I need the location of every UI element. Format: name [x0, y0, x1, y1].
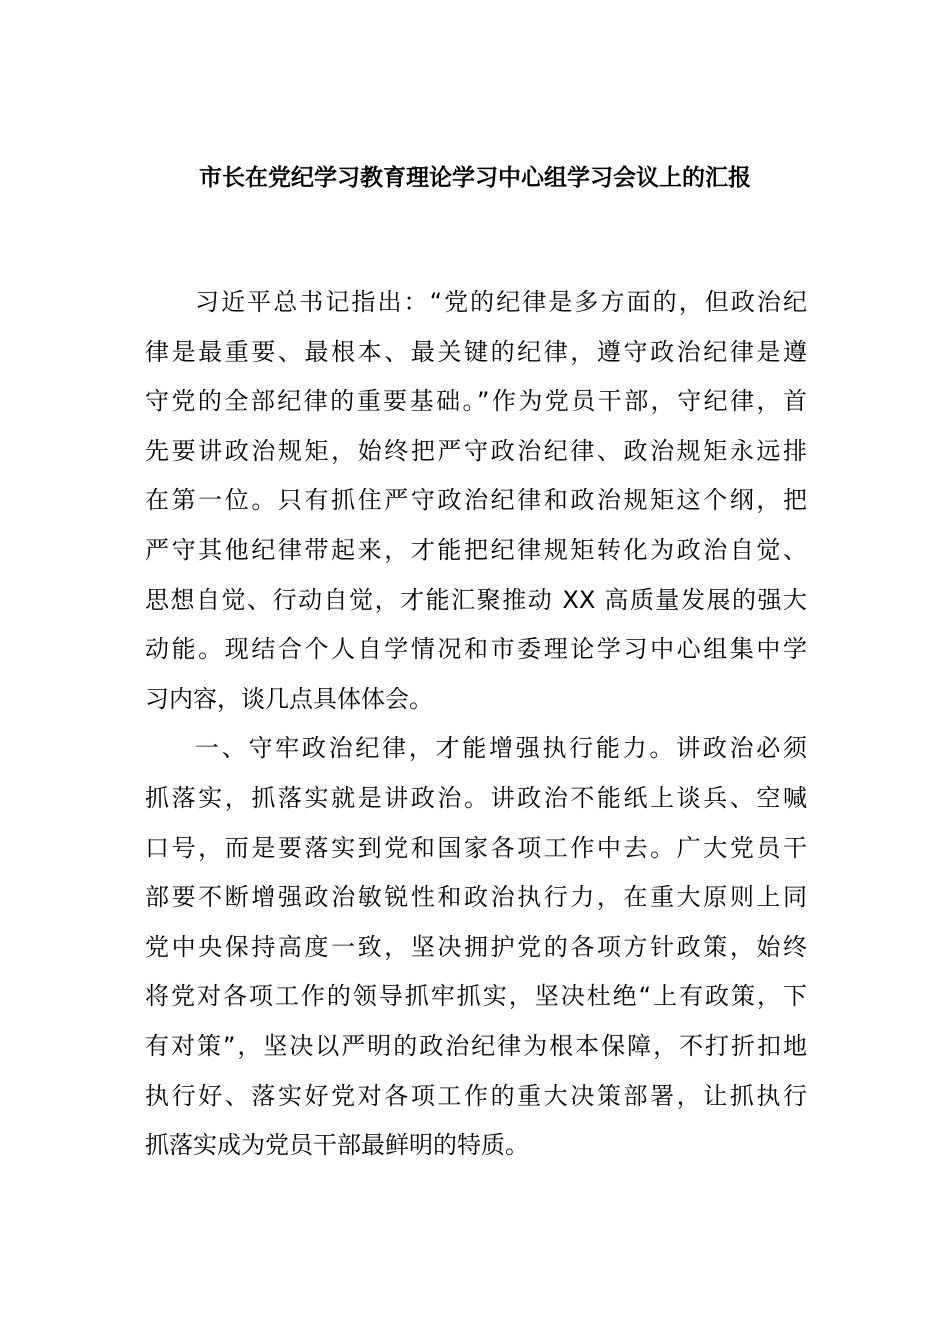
text-line: 律是最重要、最根本、最关键的纪律，遵守政治纪律是遵 — [145, 337, 807, 366]
document-body — [145, 278, 807, 1171]
text-line: 将党对各项工作的领导抓牢抓实，坚决杜绝“上有政策，下 — [145, 982, 807, 1011]
text-line: 一、守牢政治纪律，才能增强执行能力。讲政治必须 — [195, 734, 807, 763]
text-line: 部要不断增强政治敏锐性和政治执行力，在重大原则上同 — [145, 883, 807, 912]
text-line: 动能。现结合个人自学情况和市委理论学习中心组集中学 — [145, 635, 807, 664]
document-title: 市长在党纪学习教育理论学习中心组学习会议上的汇报 — [199, 165, 751, 191]
text-line: 抓落实成为党员干部最鲜明的特质。 — [145, 1131, 529, 1160]
text-line: 抓落实，抓落实就是讲政治。讲政治不能纸上谈兵、空喊 — [145, 783, 807, 812]
text-line: 口号，而是要落实到党和国家各项工作中去。广大党员干 — [145, 833, 807, 862]
text-line: 执行好、落实好党对各项工作的重大决策部署，让抓执行 — [145, 1081, 807, 1110]
paragraph-2 — [145, 724, 807, 1170]
paragraph-1 — [145, 278, 807, 724]
text-line: 先要讲政治规矩，始终把严守政治纪律、政治规矩永远排 — [145, 436, 807, 465]
text-line: 严守其他纪律带起来，才能把纪律规矩转化为政治自觉、 — [145, 535, 807, 564]
text-line: 思想自觉、行动自觉，才能汇聚推动 XX 高质量发展的强大 — [145, 585, 807, 614]
text-line: 在第一位。只有抓住严守政治纪律和政治规矩这个纲，把 — [145, 486, 807, 515]
text-line: 党中央保持高度一致，坚决拥护党的各项方针政策，始终 — [145, 932, 807, 961]
text-line: 习近平总书记指出：“党的纪律是多方面的，但政治纪 — [195, 288, 807, 316]
text-line: 有对策”，坚决以严明的政治纪律为根本保障，不打折扣地 — [145, 1031, 807, 1060]
text-line: 习内容，谈几点具体体会。 — [145, 684, 433, 713]
text-line: 守党的全部纪律的重要基础。”作为党员干部，守纪律，首 — [145, 387, 807, 416]
